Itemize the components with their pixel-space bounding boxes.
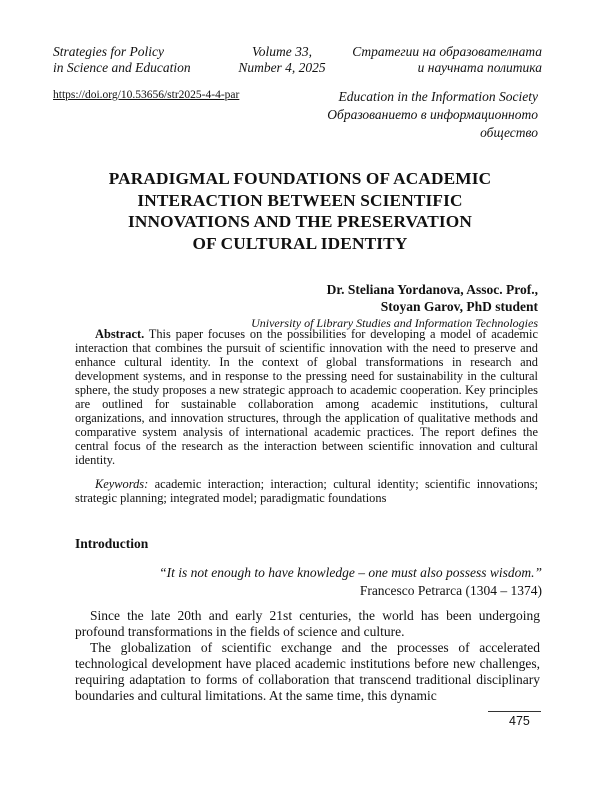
affiliation: University of Library Studies and Information Technologies [251,316,538,330]
journal-title-bg [352,44,542,76]
journal-title-en [53,44,191,76]
epigraph [159,564,542,600]
paper-title-line: INTERACTION BETWEEN SCIENTIFIC [137,190,463,210]
introduction-heading: Introduction [75,536,149,551]
issue-info [236,44,328,76]
volume-label: Volume 33, [252,44,312,59]
abstract [75,327,538,467]
journal-title-bg-line2: и научната политика [417,60,542,75]
section-title-bg-line2: общество [480,125,538,140]
author-name-2: Stoyan Garov, PhD student [380,299,538,314]
introduction-body [75,608,540,704]
section-title-en: Education in the Information Society [338,89,538,104]
abstract-text: This paper focuses on the possibilities for developing a model of academic interaction that combines the pursuit of scientific innovation with the need to preserve and enhance cultural identity. In the context of global transformations in research and development systems, and in response to the pressing need for sustainability in the cultural sphere, the study proposes a new strategic approach to academic cooperation. Key principles are outlined for sustainable collaboration among academic institutions, cultural organizations, and innovation structures, through the application of qualitative methods and comparative system analysis of international academic practices. The report defines the central focus of the research as the interaction between scientific innovation and cultural identity. [75,327,538,467]
section-heading [278,88,538,142]
paper-title [60,168,540,254]
journal-title-bg-line1: Стратегии на образователната [352,44,542,59]
body-paragraph: Since the late 20th and early 21st centuries, the world has been undergoing profound transformations in the fields of science and culture. [75,608,540,639]
paper-title-line: INNOVATIONS AND THE PRESERVATION [128,212,472,231]
author-block [251,281,538,332]
keywords-label: Keywords: [95,477,149,491]
footer-rule [488,711,541,712]
paper-title-line: PARADIGMAL FOUNDATIONS OF ACADEMIC [108,169,492,188]
keywords-text: academic interaction; interaction; cultural identity; scientific innovations; strategic planning; integrated model; paradigmatic foundations [75,477,538,505]
epigraph-quote: “It is not enough to have knowledge – one must also possess wisdom.” [159,565,542,580]
number-label: Number 4, 2025 [238,60,326,75]
paper-title-line: OF CULTURAL IDENTITY [192,233,408,253]
journal-title-en-line2: in Science and Education [53,60,191,75]
page-number: 475 [509,714,530,728]
body-paragraph: The globalization of scientific exchange and the processes of accelerated technological development have placed academic institutions before new challenges, requiring adaptation to forms of collaboration that transcend traditional disciplinary boundaries and cultural limitations. At the same time, this dynamic [75,640,540,703]
abstract-label: Abstract. [95,327,145,341]
author-name-1: Dr. Steliana Yordanova, Assoc. Prof., [326,282,538,297]
epigraph-author: Francesco Petrarca (1304 – 1374) [359,583,542,598]
doi-link[interactable]: https://doi.org/10.53656/str2025-4-4-par [53,89,240,101]
journal-title-en-line1: Strategies for Policy [53,44,164,59]
keywords [75,477,538,505]
section-title-bg-line1: Образованието в информационното [327,107,538,122]
